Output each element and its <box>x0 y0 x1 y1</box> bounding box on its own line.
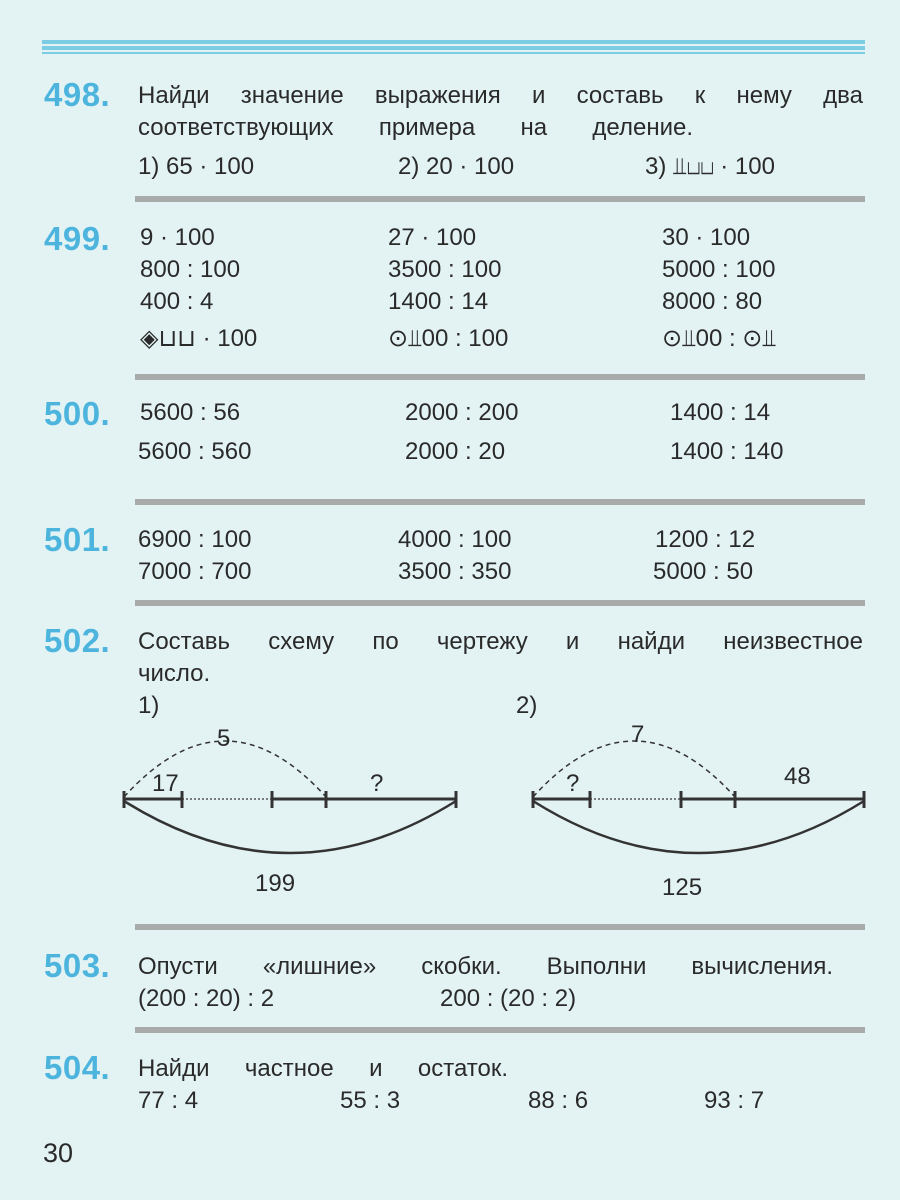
diagram-2 <box>516 692 864 901</box>
exercise-500-r1-c1: 5600 : 56 <box>140 399 241 426</box>
diagram-1-label: 1) <box>138 692 160 719</box>
exercise-504-item-3: 88 : 6 <box>528 1087 589 1114</box>
exercise-499-c1-r4: ◈⊔⊔ · 100 <box>140 325 258 352</box>
exercise-501-r2-c1: 7000 : 700 <box>138 558 252 585</box>
diagram-2-segment-b-label: 48 <box>784 763 811 790</box>
exercise-number-501: 501. <box>44 521 111 558</box>
exercise-500-r2-c1: 5600 : 560 <box>138 438 252 465</box>
exercise-501-r1-c3: 1200 : 12 <box>655 526 756 553</box>
exercise-499-c3-r3: 8000 : 80 <box>662 288 763 315</box>
exercise-number-498: 498. <box>44 76 111 113</box>
exercise-499-c1-r1: 9 · 100 <box>140 224 215 251</box>
exercise-498-text-line1: Найди значение выражения и составь к нему два <box>138 82 863 109</box>
diagram-1-total-label: 199 <box>255 870 296 897</box>
exercise-499-c2-r3: 1400 : 14 <box>388 288 489 315</box>
exercise-500-r1-c2: 2000 : 200 <box>405 399 519 426</box>
exercise-number-503: 503. <box>44 947 111 984</box>
exercise-502-text-line1: Составь схему по чертежу и найди неизвестное <box>138 628 863 655</box>
diagram-2-dashed-arc <box>533 741 735 797</box>
diagram-1-total-arc <box>124 801 456 853</box>
exercise-499-c3-r4: ⊙⫫00 : ⊙⫫ <box>662 325 776 352</box>
exercise-499-c1-r2: 800 : 100 <box>140 256 241 283</box>
exercise-498-item-3: 3) ⫫⊔⊔ · 100 <box>645 153 775 180</box>
diagram-1-segment-a-label: 17 <box>152 770 179 797</box>
exercise-503-item-1: (200 : 20) : 2 <box>138 985 275 1012</box>
page-number: 30 <box>43 1138 74 1168</box>
exercise-501-r1-c1: 6900 : 100 <box>138 526 252 553</box>
section-divider <box>135 924 865 930</box>
diagram-1 <box>124 692 456 897</box>
exercise-498-item-2: 2) 20 · 100 <box>398 153 515 180</box>
exercise-499-c3-r1: 30 · 100 <box>662 224 751 251</box>
exercise-500-r1-c3: 1400 : 14 <box>670 399 771 426</box>
exercise-number-499: 499. <box>44 220 111 257</box>
exercise-number-500: 500. <box>44 395 111 432</box>
exercise-498-item-1: 1) 65 · 100 <box>138 153 255 180</box>
exercise-501-r2-c3: 5000 : 50 <box>653 558 754 585</box>
exercise-504-text-line1: Найди частное и остаток. <box>138 1055 508 1082</box>
section-divider <box>135 1027 865 1033</box>
diagram-2-label: 2) <box>516 692 538 719</box>
exercise-499-c3-r2: 5000 : 100 <box>662 256 776 283</box>
diagram-2-arc-label: 7 <box>631 721 645 748</box>
exercise-number-502: 502. <box>44 622 111 659</box>
diagram-1-arc-label: 5 <box>217 725 231 752</box>
exercise-500-r2-c2: 2000 : 20 <box>405 438 506 465</box>
exercise-499-c2-r1: 27 · 100 <box>388 224 477 251</box>
diagram-1-segment-b-label: ? <box>370 770 384 797</box>
exercise-503-text-line1: Опусти «лишние» скобки. Выполни вычисления. <box>138 953 833 980</box>
exercise-number-504: 504. <box>44 1049 111 1086</box>
exercise-504-item-2: 55 : 3 <box>340 1087 401 1114</box>
exercise-501-r1-c2: 4000 : 100 <box>398 526 512 553</box>
exercise-504-item-1: 77 : 4 <box>138 1087 199 1114</box>
exercise-503-item-2: 200 : (20 : 2) <box>440 985 577 1012</box>
exercise-500-r2-c3: 1400 : 140 <box>670 438 784 465</box>
exercise-502-text-line2: число. <box>138 660 211 687</box>
diagram-2-total-arc <box>533 801 864 853</box>
exercise-501-r2-c2: 3500 : 350 <box>398 558 512 585</box>
exercise-499-c2-r2: 3500 : 100 <box>388 256 502 283</box>
diagram-2-segment-a-label: ? <box>566 770 580 797</box>
exercise-504-item-4: 93 : 7 <box>704 1087 765 1114</box>
exercise-499-c1-r3: 400 : 4 <box>140 288 214 315</box>
exercise-498-text-line2: соответствующих примера на деление. <box>138 114 693 141</box>
diagram-2-total-label: 125 <box>662 874 703 901</box>
exercise-499-c2-r4: ⊙⫫00 : 100 <box>388 325 509 352</box>
